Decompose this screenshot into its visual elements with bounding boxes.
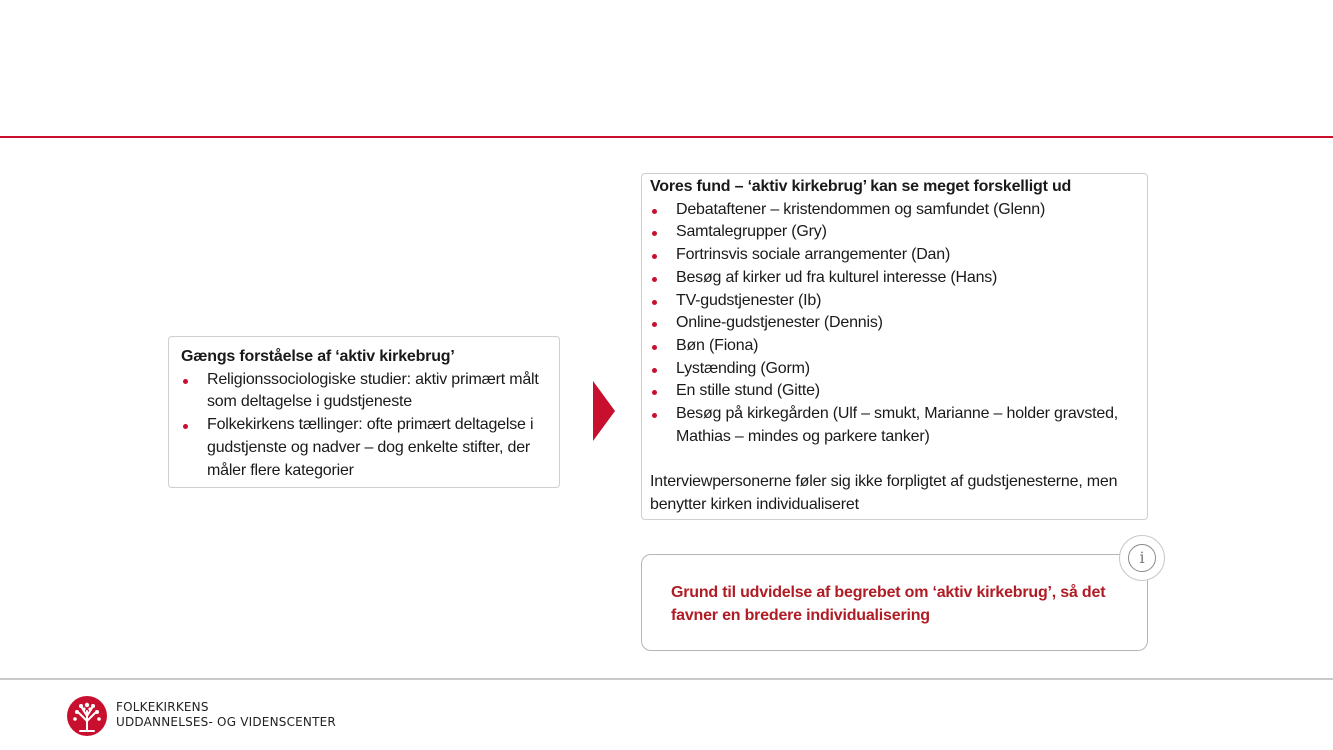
list-item: Bøn (Fiona) xyxy=(650,335,1139,358)
list-item: Samtalegrupper (Gry) xyxy=(650,221,1139,244)
list-item: En stille stund (Gitte) xyxy=(650,380,1139,403)
footer-divider xyxy=(0,678,1333,680)
findings-box xyxy=(641,173,1148,520)
common-understanding-list xyxy=(181,369,547,483)
list-item: Lystænding (Gorm) xyxy=(650,358,1139,381)
findings-list xyxy=(650,199,1139,449)
conclusion-callout xyxy=(641,554,1148,651)
info-icon xyxy=(1119,535,1165,581)
list-item: Besøg af kirker ud fra kulturel interesse (Hans) xyxy=(650,267,1139,290)
chevron-right-icon xyxy=(593,381,615,441)
organization-name-line2: UDDANNELSES- OG VIDENSCENTER xyxy=(116,715,336,729)
list-item: Religionssociologiske studier: aktiv primært målt som deltagelse i gudstjeneste xyxy=(181,369,547,414)
list-item: Debataftener – kristendommen og samfundet (Glenn) xyxy=(650,199,1139,222)
tree-logo-icon xyxy=(66,695,108,737)
header-divider xyxy=(0,136,1333,138)
findings-title: Vores fund – ‘aktiv kirkebrug’ kan se meget forskelligt ud xyxy=(650,178,1072,195)
list-item: Folkekirkens tællinger: ofte primært deltagelse i gudstjenste og nadver – dog enkelte stifter, der måler flere kategorier xyxy=(181,414,547,482)
info-glyph: i xyxy=(1128,544,1156,572)
list-item: TV-gudstjenester (Ib) xyxy=(650,290,1139,313)
common-understanding-box xyxy=(168,336,560,488)
findings-note: Interviewpersonerne føler sig ikke forpligtet af gudstjenesterne, men benytter kirken individualiseret xyxy=(650,473,1118,513)
common-understanding-title: Gængs forståelse af ‘aktiv kirkebrug’ xyxy=(181,348,455,365)
conclusion-text: Grund til udvidelse af begrebet om ‘aktiv kirkebrug’, så det favner en bredere individualisering xyxy=(671,584,1106,624)
list-item: Besøg på kirkegården (Ulf – smukt, Marianne – holder gravsted, Mathias – mindes og parkere tanker) xyxy=(650,403,1139,448)
organization-name-line1: FOLKEKIRKENS xyxy=(116,700,209,714)
organization-name xyxy=(116,700,336,730)
list-item: Online-gudstjenester (Dennis) xyxy=(650,312,1139,335)
list-item: Fortrinsvis sociale arrangementer (Dan) xyxy=(650,244,1139,267)
